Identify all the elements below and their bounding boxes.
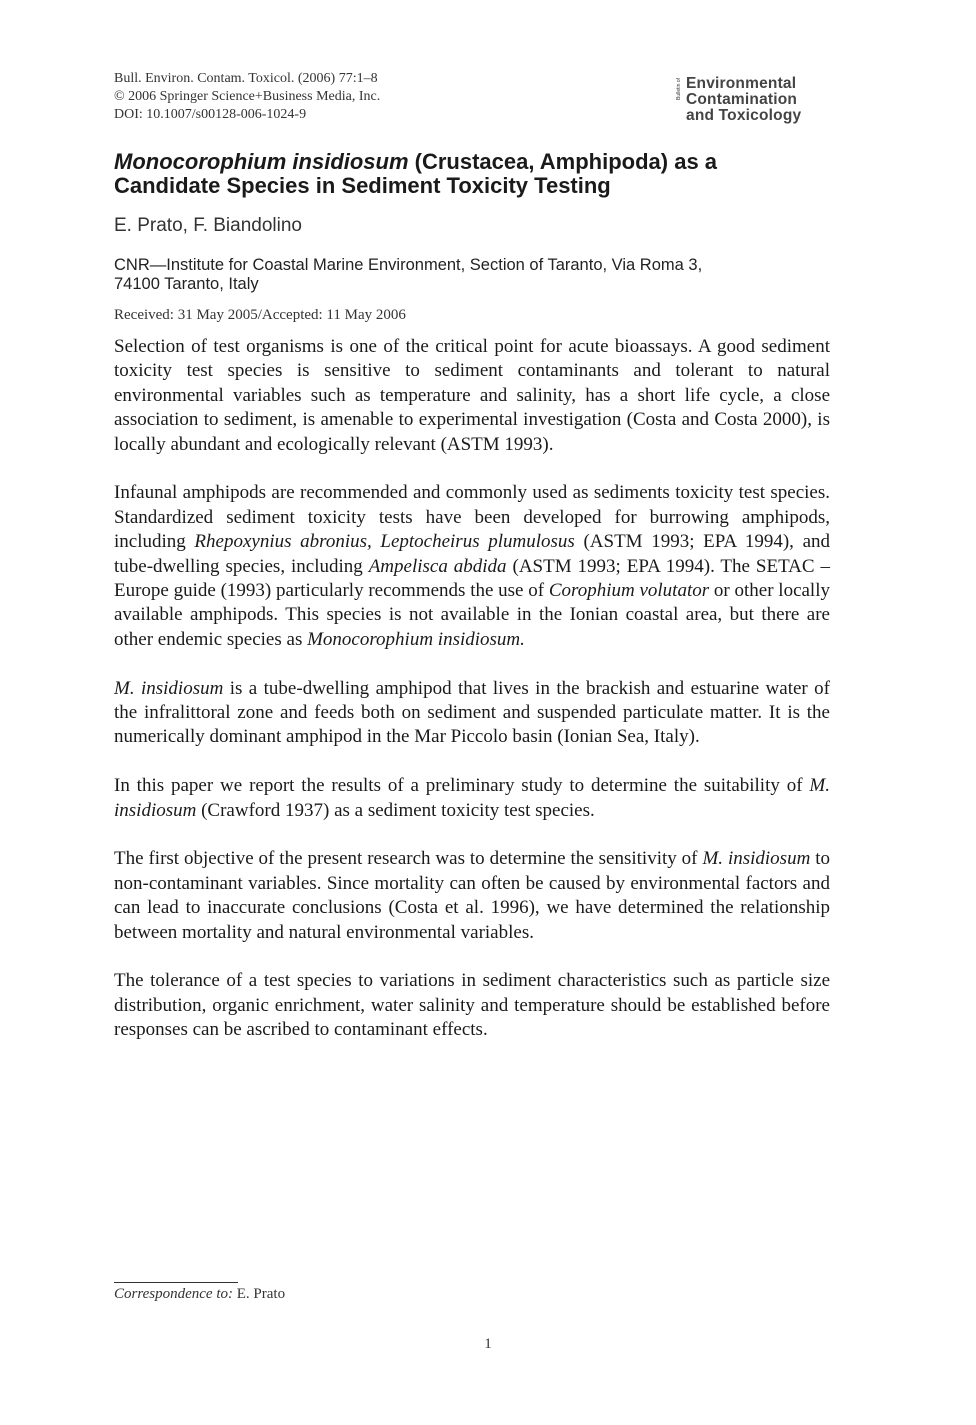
- journal-logo-line3: and Toxicology: [686, 107, 802, 124]
- paragraph-3: M. insidiosum is a tube-dwelling amphipod that lives in the brackish and estuarine water of the infralittoral zone and feeds both on sediment and suspended particulate matter. It is the numerically dominant amphipod in the Mar Piccolo basin (Ionian Sea, Italy).: [114, 677, 830, 748]
- received-dates: Received: 31 May 2005/Accepted: 11 May 2006: [114, 307, 406, 323]
- paragraph-2: Infaunal amphipods are recommended and commonly used as sediments toxicity test species. Standardized sediment toxicity tests have been developed for burrowing amphipods, including Rhepoxynius abronius, Leptocheirus plumulosus (ASTM 1993; EPA 1994), and tube-dwelling species, including Ampelisca abdida (ASTM 1993; EPA 1994). The SETAC – Europe guide (1993) particularly recommends the use of Corophium volutator or other locally available amphipods. This species is not available in the Ionian coastal area, but there are other endemic species as Monocorophium insidiosum.: [114, 482, 831, 650]
- journal-logo-line2: Contamination: [686, 91, 798, 108]
- page-number: 1: [484, 1336, 492, 1352]
- paragraph-6: The tolerance of a test species to variations in sediment characteristics such as particle size distribution, organic enrichment, water salinity and temperature should be established before responses can be ascribed to contaminant effects.: [114, 970, 830, 1041]
- affiliation-line2: 74100 Taranto, Italy: [114, 275, 259, 293]
- footnote-label: Correspondence to:: [114, 1286, 234, 1302]
- journal-logo-line1: Environmental: [686, 75, 797, 92]
- citation-doi-line: DOI: 10.1007/s00128-006-1024-9: [114, 107, 307, 122]
- footnote-name: E. Prato: [233, 1286, 286, 1302]
- citation-journal-line: Bull. Environ. Contam. Toxicol. (2006) 77:1–8: [114, 71, 378, 86]
- title-species-name: Monocorophium insidiosum: [114, 149, 409, 174]
- article-body: [114, 335, 830, 1067]
- title-line2: Candidate Species in Sediment Toxicity Testing: [114, 173, 611, 198]
- paragraph-1: Selection of test organisms is one of the critical point for acute bioassays. A good sediment toxicity test species is sensitive to sediment contaminants and tolerant to natural environmental variables such as temperature and salinity, has a short life cycle, a close association to sediment, is amenable to experimental investigation (Costa and Costa 2000), is locally abundant and ecologically relevant (ASTM 1993).: [114, 336, 830, 455]
- article-title: [114, 150, 854, 198]
- author-list: E. Prato, F. Biandolino: [114, 215, 302, 236]
- journal-logo: [676, 76, 840, 126]
- affiliation-line1: CNR—Institute for Coastal Marine Environment, Section of Taranto, Via Roma 3,: [114, 256, 703, 274]
- citation-block: [114, 70, 380, 124]
- correspondence-footnote: [114, 1285, 285, 1303]
- affiliation: [114, 256, 834, 294]
- title-line1-rest: (Crustacea, Amphipoda) as a: [408, 149, 718, 174]
- journal-logo-side-text: Bulletin of: [676, 78, 682, 100]
- citation-copyright-line: © 2006 Springer Science+Business Media, Inc.: [114, 89, 381, 104]
- footnote-divider: [114, 1282, 238, 1283]
- paragraph-4: In this paper we report the results of a preliminary study to determine the suitability of M. insidiosum (Crawford 1937) as a sediment toxicity test species.: [114, 775, 830, 821]
- paragraph-5: The first objective of the present research was to determine the sensitivity of M. insidiosum to non-contaminant variables. Since mortality can often be caused by environmental factors and can lead to inaccurate conclusions (Costa et al. 1996), we have determined the relationship between mortality and natural environmental variables.: [114, 848, 830, 943]
